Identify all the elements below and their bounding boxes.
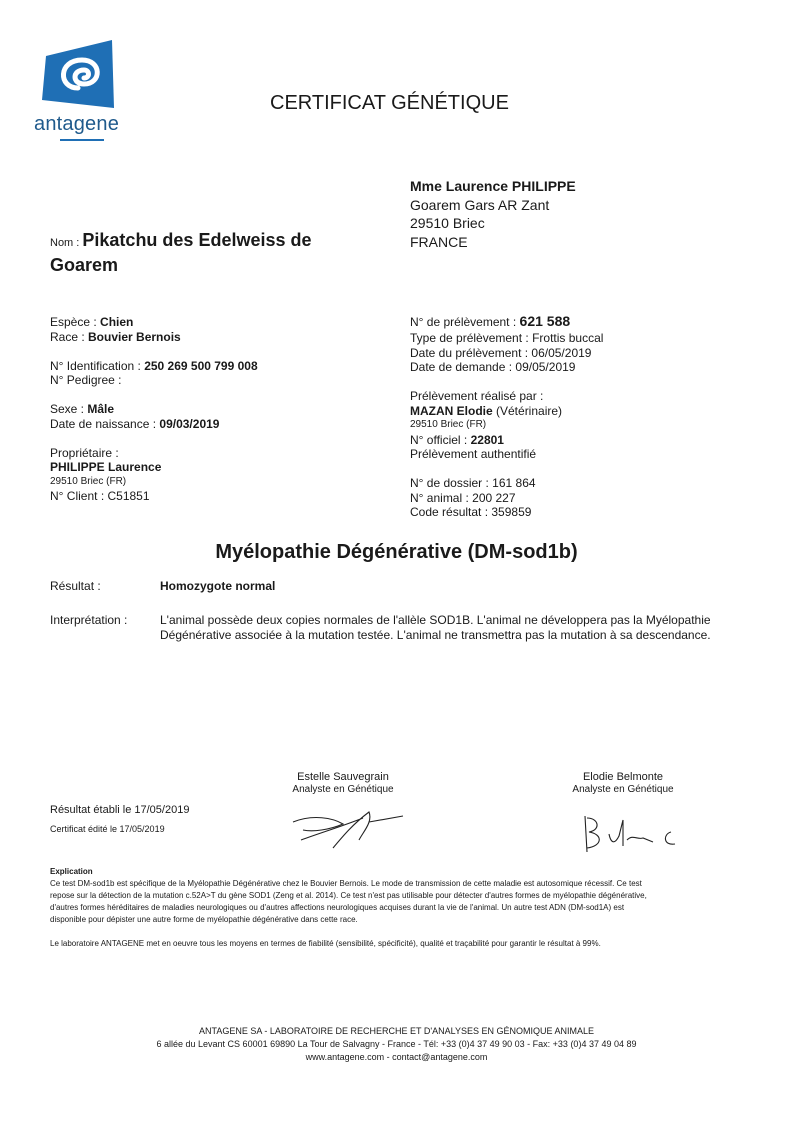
recipient-line1: Goarem Gars AR Zant [410, 196, 550, 213]
footer-line3: www.antagene.com - contact@antagene.com [305, 1052, 488, 1062]
pedigree-row: N° Pedigree : [50, 373, 122, 387]
explication-line1: Ce test DM-sod1b est spécifique de la Myélopathie Dégénérative chez le Bouvier Bernois. Le mode de transmission de cette maladie est autosomique récessif. Ce test [50, 879, 642, 888]
resultat-label: Résultat : [50, 579, 101, 593]
signature-block-1 [263, 771, 423, 865]
interpretation-label: Interprétation : [50, 613, 128, 627]
signatory-name: Elodie Belmonte [582, 771, 664, 783]
vet-name: MAZAN Elodie [410, 403, 493, 418]
nom-value-line1: Pikatchu des Edelweiss de [82, 230, 312, 250]
resultat-etabli: Résultat établi le 17/05/2019 [50, 804, 190, 816]
test-title: Myélopathie Dégénérative (DM-sod1b) [215, 541, 578, 563]
race-value: Bouvier Bernois [88, 329, 181, 344]
explication-line4: disponible pour dépister une autre forme de myélopathie dégénérative dans cette race. [50, 915, 358, 924]
espece-label: Espèce : [50, 315, 101, 329]
race-label: Race : [50, 329, 89, 344]
signatory-name: Estelle Sauvegrain [297, 771, 389, 783]
sexe-value: Mâle [87, 402, 115, 416]
officiel-value: 22801 [470, 432, 504, 447]
prelevement-row [410, 312, 603, 331]
explication-title: Explication [50, 867, 93, 876]
nom-label: Nom : [50, 237, 83, 249]
officiel-label: N° officiel : [410, 432, 471, 447]
owner-city: 29510 Briec (FR) [50, 475, 127, 487]
resultat-value: Homozygote normal [160, 579, 276, 593]
nom-value-line2: Goarem [50, 255, 119, 275]
animal-number: N° animal : 200 227 [410, 490, 516, 505]
prelevement-label: N° de prélèvement : [410, 315, 520, 329]
recipient-line3: FRANCE [410, 233, 468, 250]
signature-2-icon [553, 800, 693, 860]
sexe-row [50, 402, 258, 417]
code-resultat: Code résultat : 359859 [410, 505, 532, 519]
interpretation-text [160, 613, 760, 643]
recipient-name: Mme Laurence PHILIPPE [410, 178, 576, 194]
explication-line5: Le laboratoire ANTAGENE met en oeuvre tous les moyens en termes de fiabilité (sensibilité, spécificité), qualité et traçabilité pour garantir le résultat à 99%. [50, 939, 601, 948]
logo-text: antagene [34, 113, 120, 135]
naissance-label: Date de naissance : [50, 416, 160, 431]
certificate-title: CERTIFICAT GÉNÉTIQUE [270, 92, 509, 114]
interpretation-line2: Dégénérative associée à la mutation testée. L'animal ne transmettra pas la mutation à sa descendance. [160, 628, 711, 642]
officiel-row [410, 433, 603, 448]
signature-block-2 [543, 771, 703, 865]
logo-mark-icon [40, 38, 120, 110]
footer-line2: 6 allée du Levant CS 60001 69890 La Tour de Salvagny - France - Tél: +33 (0)4 37 49 90 03 - Fax: +33 (0)4 37 49 04 89 [156, 1039, 637, 1049]
dossier: N° de dossier : 161 864 [410, 476, 536, 490]
animal-details [50, 315, 258, 504]
interpretation-line1: L'animal possède deux copies normales de l'allèle SOD1B. L'animal ne développera pas la Myélopathie [160, 613, 711, 627]
signatory-role: Analyste en Génétique [572, 784, 674, 795]
authentifie: Prélèvement authentifié [410, 447, 537, 461]
race-row [50, 330, 258, 345]
recipient-block [410, 177, 576, 251]
footer-line1: ANTAGENE SA - LABORATOIRE DE RECHERCHE ET D'ANALYSES EN GÉNOMIQUE ANIMALE [199, 1026, 594, 1036]
animal-name-block [50, 229, 312, 276]
espece-value: Chien [100, 315, 134, 329]
recipient-line2: 29510 Briec [410, 215, 485, 231]
identification-label: N° Identification : [50, 358, 145, 373]
antagene-logo [34, 38, 124, 148]
sexe-label: Sexe : [50, 402, 88, 416]
date-demande: Date de demande : 09/05/2019 [410, 360, 576, 374]
certificat-edite: Certificat édité le 17/05/2019 [50, 824, 165, 834]
identification-row [50, 359, 258, 374]
explication-line3: d'autres formes héréditaires de maladies neurologiques ou d'autres affections neurologiques acquises durant la vie de l'animal. Un autre test ADN (DM-sod1A) est [50, 903, 625, 912]
espece-row [50, 315, 258, 330]
footer [0, 1025, 793, 1064]
identification-value: 250 269 500 799 008 [144, 358, 258, 373]
prelevement-value: 621 588 [519, 313, 571, 329]
vet-role: (Vétérinaire) [492, 403, 563, 418]
sample-details [410, 312, 603, 520]
owner-client: N° Client : C51851 [50, 489, 150, 503]
naissance-value: 09/03/2019 [159, 416, 220, 431]
signature-1-icon [273, 800, 413, 860]
naissance-row [50, 417, 258, 432]
type-prelevement: Type de prélèvement : Frottis buccal [410, 331, 604, 345]
explication-line2: repose sur la détection de la mutation c.52A>T du gène SOD1 (Zeng et al. 2014). Ce test n'est pas utilisable pour détecter d'autres formes de myélopathie dégénérative, [50, 891, 647, 900]
owner-label: Propriétaire : [50, 445, 119, 460]
logo-underline [60, 139, 104, 141]
date-prelevement: Date du prélèvement : 06/05/2019 [410, 345, 592, 360]
vet-row [410, 404, 603, 419]
owner-name: PHILIPPE Laurence [50, 460, 162, 474]
realise-par: Prélèvement réalisé par : [410, 389, 544, 403]
vet-city: 29510 Briec (FR) [410, 419, 487, 430]
explication-block [50, 866, 760, 950]
signatory-role: Analyste en Génétique [292, 784, 394, 795]
